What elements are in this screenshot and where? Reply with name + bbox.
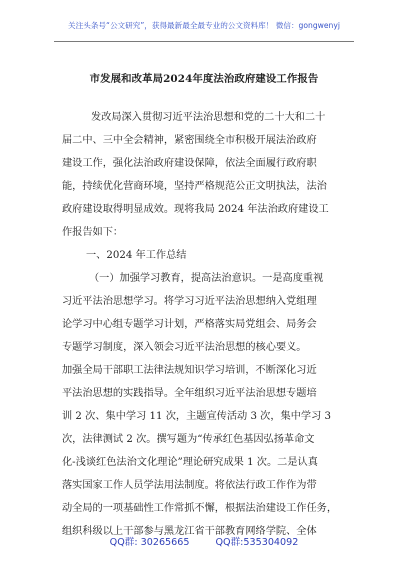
body-line: 习近平法治思想学习。将学习习近平法治思想纳入党组理 (62, 296, 317, 307)
header-banner (0, 20, 408, 31)
body-line: 化-浅谈红色法治文化理论”理论研究成果 1 次。二是认真 (62, 457, 318, 468)
body-line: 建设工作，强化法治政府建设保障，依法全面履行政府职 (62, 158, 317, 169)
body-line: 落实国家工作人员学法用法制度。将依法行政工作作为带 (62, 480, 317, 491)
body-line: 次，法律测试 2 次。撰写题为“传承红色基因弘扬革命文 (62, 434, 315, 445)
document-title: 市发展和改革局2024年度法治政府建设工作报告 (89, 73, 319, 85)
body-line: 训 2 次、集中学习 11 次，主题宣传活动 3 次，集中学习 3 (62, 411, 332, 422)
header-divider (54, 41, 354, 42)
body-line: 论学习中心组专题学习计划，严格落实局党组会、局务会 (62, 319, 317, 330)
body-line: 政府建设取得明显成效。现将我局 2024 年法治政府建设工 (62, 204, 329, 215)
body-line: 发改局深入贯彻习近平法治思想和党的二十大和二十 (91, 112, 326, 123)
body-line: 届二中、三中全会精神，紧密围绕全市积极开展法治政府 (62, 135, 317, 146)
body-line: 动全局的一项基础性工作常抓不懈，根据法治建设工作任务， (62, 503, 338, 514)
body-line: 加强全局干部职工法律法规知识学习培训，不断深化习近 (62, 365, 317, 376)
footer-qq-group-1: QQ群: 30265665 (109, 537, 190, 548)
subsection-heading: （一）加强学习教育，提高法治意识。一是高度重视 (89, 273, 324, 284)
body-line: 平法治思想的实践指导。全年组织习近平法治思想专题培 (62, 388, 317, 399)
body-line: 作报告如下： (62, 227, 124, 238)
body-line: 专题学习制度，深入领会习近平法治思想的核心要义。 (62, 342, 307, 353)
section-heading: 一、2024 年工作总结 (86, 250, 187, 261)
header-banner-text: 关注头条号“公文研究”，获得最新最全最专业的公文资料库！ 微信：gongwenyj (68, 21, 340, 30)
body-line: 组织科级以上干部参与黑龙江省干部教育网络学院、全体 (62, 526, 317, 537)
footer-qq-group-2: QQ群:535304092 (215, 537, 299, 548)
body-line: 能，持续优化营商环境，坚持严格规范公正文明执法，法治 (62, 181, 327, 192)
footer-contact (0, 534, 408, 548)
